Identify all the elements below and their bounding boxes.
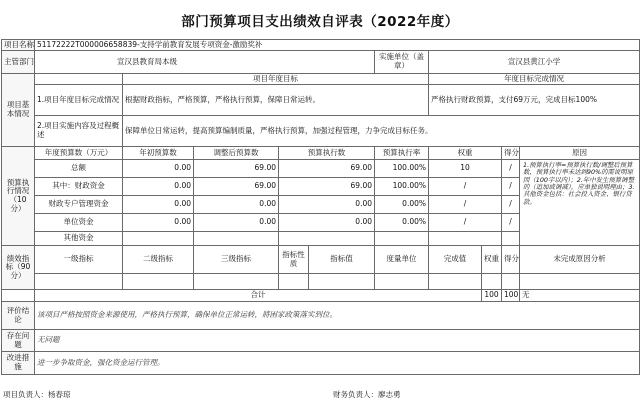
perf-header: 得分 bbox=[502, 246, 520, 274]
budget-initial: 0.00 bbox=[123, 178, 194, 196]
total-weight: 100 bbox=[482, 290, 502, 302]
budget-adjusted: 0.00 bbox=[194, 214, 279, 232]
budget-header: 年初预算数 bbox=[123, 147, 194, 160]
issue-label: 存在问题 bbox=[2, 330, 35, 352]
perf-header: 完成值 bbox=[429, 246, 482, 274]
measure-text: 进一步争取资金，强化资金运行管理。 bbox=[35, 352, 640, 375]
done-header: 年度目标完成情况 bbox=[429, 74, 640, 85]
budget-score: / bbox=[502, 178, 520, 196]
budget-adjusted: 69.00 bbox=[194, 160, 279, 178]
budget-row-label: 财政专户管理资金 bbox=[35, 196, 123, 214]
total-label: 合计 bbox=[35, 290, 482, 302]
budget-initial: 0.00 bbox=[123, 160, 194, 178]
content-text: 保障单位日常运转，提高预算编制质量，严格执行预算，加强过程管理，力争完成目标任务。 bbox=[123, 116, 640, 147]
perf-header: 指标性质 bbox=[279, 246, 309, 274]
budget-header: 预算执行率 bbox=[375, 147, 429, 160]
target-text: 根据财政指标，严格预算，严格执行预算，保障日常运转。 bbox=[123, 85, 429, 116]
budget-adjusted: 0.00 bbox=[194, 196, 279, 214]
budget-score: / bbox=[502, 196, 520, 214]
target-row-label: 1.项目年度目标完成情况 bbox=[35, 85, 123, 116]
budget-executed: 69.00 bbox=[279, 178, 375, 196]
unit-value: 宣汉县黄江小学 bbox=[429, 51, 640, 74]
project-lead: 项目负责人：杨春琼 bbox=[3, 390, 71, 399]
budget-weight: 10 bbox=[429, 160, 502, 178]
budget-header: 调整后预算数 bbox=[194, 147, 279, 160]
total-score: 100 bbox=[502, 290, 520, 302]
perf-header: 权重 bbox=[482, 246, 502, 274]
measure-label: 改进措施 bbox=[2, 352, 35, 375]
done-text: 严格执行财政预算，支付69万元，完成目标100% bbox=[429, 85, 640, 116]
perf-header: 一级指标 bbox=[35, 246, 123, 274]
budget-executed: 0.00 bbox=[279, 214, 375, 232]
budget-score: / bbox=[502, 160, 520, 178]
budget-rate: 0.00% bbox=[375, 196, 429, 214]
budget-section-label: 预算执行情况（10分） bbox=[2, 147, 35, 246]
eval-label: 评价结论 bbox=[2, 302, 35, 330]
finance-lead: 财务负责人：廖志勇 bbox=[333, 390, 401, 399]
total-unit: 无 bbox=[520, 290, 640, 302]
budget-rate: 100.00% bbox=[375, 160, 429, 178]
dept-label: 主管部门 bbox=[2, 51, 35, 74]
budget-executed: 69.00 bbox=[279, 160, 375, 178]
budget-weight: / bbox=[429, 196, 502, 214]
budget-initial: 0.00 bbox=[123, 214, 194, 232]
basic-section-label: 项目基本情况 bbox=[2, 74, 35, 147]
budget-initial: 0.00 bbox=[123, 196, 194, 214]
budget-weight: / bbox=[429, 214, 502, 232]
budget-header: 预算执行数 bbox=[279, 147, 375, 160]
budget-header: 权重 bbox=[429, 147, 502, 160]
page-title: 部门预算项目支出绩效自评表（2022年度） bbox=[181, 14, 459, 30]
dept-value: 宣汉县教育局本级 bbox=[35, 51, 375, 74]
project-name-label: 项目名称 bbox=[2, 40, 35, 51]
budget-header: 得分 bbox=[502, 147, 520, 160]
budget-reason-note: 1.预算执行率=预算执行数/调整后预算数，预算执行率未达到90%的需说明原因（100字以内）；2.年中发生预算调整的（追加或调减），应单独说明理由；3.其他资金包括：社会投入资金、银行贷款。 bbox=[520, 160, 640, 246]
perf-header: 二级指标 bbox=[123, 246, 194, 274]
budget-score: / bbox=[502, 214, 520, 232]
budget-header: 原因 bbox=[520, 147, 640, 160]
budget-row-label: 单位资金 bbox=[35, 214, 123, 232]
budget-row bbox=[2, 160, 640, 178]
budget-row-label: 总额 bbox=[35, 160, 123, 178]
budget-header: 年度预算数（万元） bbox=[35, 147, 123, 160]
perf-section-label: 绩效指标（90分） bbox=[2, 246, 35, 290]
performance-table bbox=[1, 39, 640, 375]
budget-row-label: 其他资金 bbox=[35, 232, 123, 246]
budget-rate: 100.00% bbox=[375, 178, 429, 196]
target-header: 项目年度目标 bbox=[123, 74, 429, 85]
perf-header: 三级指标 bbox=[194, 246, 279, 274]
budget-row-label: 其中：财政资金 bbox=[35, 178, 123, 196]
budget-rate: 0.00% bbox=[375, 214, 429, 232]
project-name-value: 51172222T000006658839-支持学前教育发展专项资金-激励奖补 bbox=[35, 40, 640, 51]
budget-adjusted: 69.00 bbox=[194, 178, 279, 196]
budget-executed: 0.00 bbox=[279, 196, 375, 214]
perf-header: 度量单位 bbox=[375, 246, 429, 274]
content-row-label: 2.项目实施内容及过程概述 bbox=[35, 116, 123, 147]
eval-text: 该项目严格按照资金来源使用，严格执行预算，确保单位正常运转，將困家政策落实到位。 bbox=[35, 302, 640, 330]
perf-header: 未完成原因分析 bbox=[520, 246, 640, 274]
budget-weight: / bbox=[429, 178, 502, 196]
unit-label: 实施单位（盖章） bbox=[375, 51, 429, 74]
issue-text: 无问题 bbox=[35, 330, 640, 352]
perf-header: 指标值 bbox=[309, 246, 375, 274]
